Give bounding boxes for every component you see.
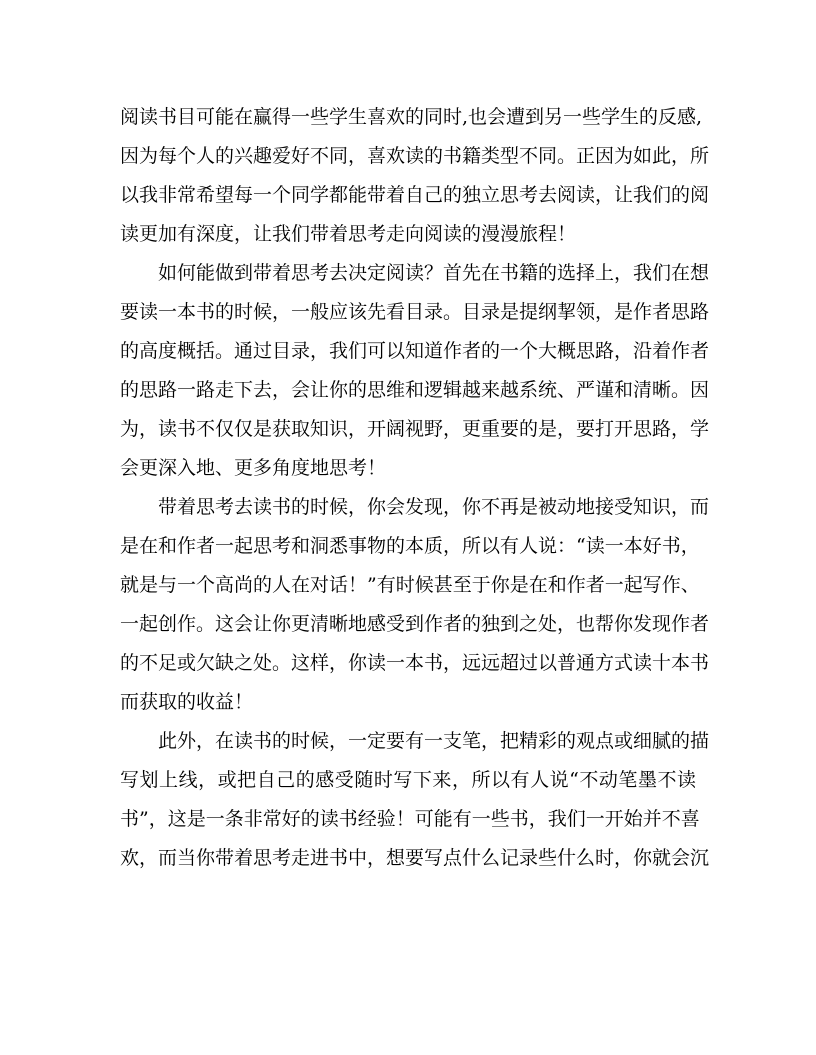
- text-line: 的不足或欠缺之处。这样，你读一本书，远远超过以普通方式读十本书: [120, 652, 710, 674]
- text-line: 以我非常希望每一个同学都能带着自己的独立思考去阅读，让我们的阅: [120, 184, 710, 206]
- text-line: 阅读书目可能在赢得一些学生喜欢的同时,也会遭到另一些学生的反感,: [120, 106, 703, 128]
- text-line: 就是与一个高尚的人在对话！”有时候甚至于你是在和作者一起写作、: [120, 574, 700, 596]
- text-line: 是在和作者一起思考和洞悉事物的本质，所以有人说：“读一本好书，: [120, 535, 700, 557]
- text-line: 如何能做到带着思考去决定阅读？首先在书籍的选择上，我们在想: [158, 262, 710, 284]
- text-line: 写划上线，或把自己的感受随时写下来，所以有人说“不动笔墨不读: [120, 769, 696, 791]
- text-line: 而获取的收益！: [120, 691, 254, 713]
- text-line: 此外，在读书的时候，一定要有一支笔，把精彩的观点或细腻的描: [158, 730, 710, 752]
- text-line: 读更加有深度，让我们带着思考走向阅读的漫漫旅程！: [120, 223, 577, 245]
- text-line: 的高度概括。通过目录，我们可以知道作者的一个大概思路，沿着作者: [120, 340, 710, 362]
- text-line: 要读一本书的时候，一般应该先看目录。目录是提纲挈领，是作者思路: [120, 301, 710, 323]
- text-line: 因为每个人的兴趣爱好不同，喜欢读的书籍类型不同。正因为如此，所: [120, 145, 710, 167]
- text-line: 会更深入地、更多角度地思考！: [120, 457, 387, 479]
- text-line: 的思路一路走下去，会让你的思维和逻辑越来越系统、严谨和清晰。因: [120, 379, 710, 401]
- text-line: 欢，而当你带着思考走进书中，想要写点什么记录些什么时，你就会沉: [120, 847, 710, 869]
- text-line: 一起创作。这会让你更清晰地感受到作者的独到之处，也帮你发现作者: [120, 613, 710, 635]
- text-line: 为，读书不仅仅是获取知识，开阔视野，更重要的是，要打开思路，学: [120, 418, 710, 440]
- text-line: 带着思考去读书的时候，你会发现，你不再是被动地接受知识，而: [158, 496, 710, 518]
- text-line: 书”，这是一条非常好的读书经验！可能有一些书，我们一开始并不喜: [120, 808, 700, 830]
